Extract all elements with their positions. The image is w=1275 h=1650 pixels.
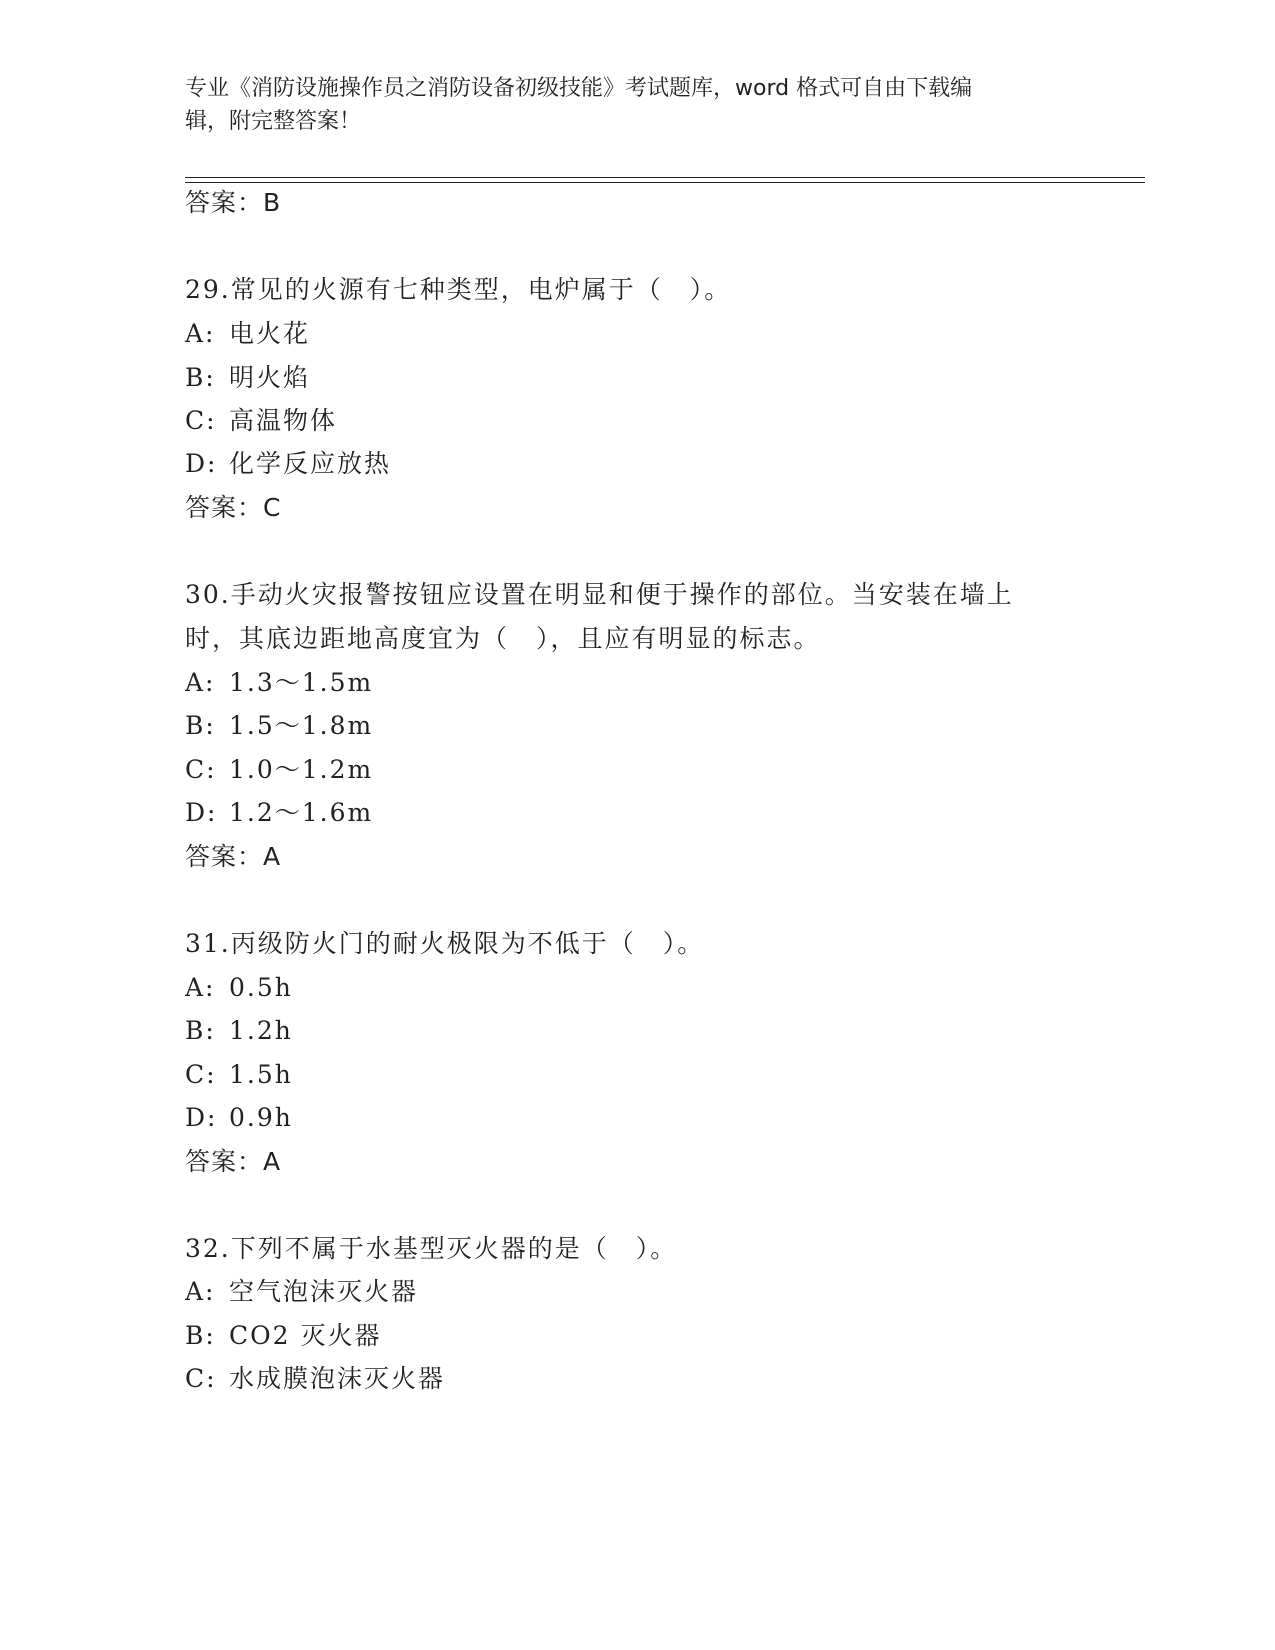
option-letter: B: — [185, 711, 216, 740]
option-text: 1.3～1.5m — [229, 668, 374, 697]
page-header — [185, 72, 1065, 138]
question-30-stem-line-2: 时，其底边距地高度宜为（ ），且应有明显的标志。 — [185, 624, 821, 653]
option-letter: A: — [185, 319, 216, 348]
header-line-2: 辑，附完整答案！ — [185, 109, 362, 134]
question-32-option-b — [185, 1321, 381, 1351]
header-divider-top — [185, 177, 1145, 178]
option-text: 1.0～1.2m — [229, 755, 374, 784]
question-31-option-a — [185, 973, 293, 1003]
question-31-option-c — [185, 1060, 293, 1090]
option-text: 1.2～1.6m — [229, 798, 374, 827]
previous-answer: 答案：B — [185, 188, 282, 217]
option-text: 1.2h — [229, 1016, 293, 1045]
option-text: 电火花 — [229, 319, 311, 348]
question-32-stem: 32.下列不属于水基型灭火器的是（ ）。 — [185, 1234, 678, 1263]
question-29-option-b — [185, 363, 310, 393]
option-text: 水成膜泡沫灭火器 — [229, 1364, 446, 1393]
option-letter: D: — [185, 798, 218, 827]
question-32-option-a — [185, 1277, 418, 1307]
header-line-1: 专业《消防设施操作员之消防设备初级技能》考试题库，word 格式可自由下载编 — [185, 76, 973, 101]
option-letter: A: — [185, 668, 216, 697]
question-30-answer: 答案：A — [185, 842, 282, 871]
question-32-option-c — [185, 1364, 445, 1394]
option-letter: B: — [185, 1321, 216, 1350]
question-30-option-c — [185, 755, 373, 785]
option-text: 化学反应放热 — [229, 449, 392, 478]
option-text: CO2 灭火器 — [229, 1321, 382, 1350]
question-29-option-d — [185, 449, 391, 479]
option-letter: C: — [185, 1364, 217, 1393]
question-29-answer: 答案：C — [185, 493, 282, 522]
option-letter: D: — [185, 1103, 218, 1132]
option-text: 高温物体 — [229, 406, 338, 435]
question-31-stem: 31.丙级防火门的耐火极限为不低于（ ）。 — [185, 929, 705, 958]
question-29-option-c — [185, 406, 337, 436]
option-letter: B: — [185, 363, 216, 392]
option-text: 明火焰 — [229, 363, 311, 392]
option-letter: C: — [185, 406, 217, 435]
option-letter: A: — [185, 973, 216, 1002]
option-letter: A: — [185, 1277, 216, 1306]
option-text: 1.5～1.8m — [229, 711, 374, 740]
question-31-option-b — [185, 1016, 293, 1046]
question-30-option-b — [185, 711, 373, 741]
option-letter: C: — [185, 1060, 217, 1089]
question-30-option-a — [185, 668, 373, 698]
option-text: 1.5h — [229, 1060, 293, 1089]
option-letter: C: — [185, 755, 217, 784]
question-29-stem: 29.常见的火源有七种类型，电炉属于（ ）。 — [185, 275, 732, 304]
question-31-answer: 答案：A — [185, 1147, 282, 1176]
option-text: 空气泡沫灭火器 — [229, 1277, 419, 1306]
question-30-stem-line-1: 30.手动火灾报警按钮应设置在明显和便于操作的部位。当安装在墙上 — [185, 580, 1014, 609]
question-30-option-d — [185, 798, 373, 828]
option-text: 0.5h — [229, 973, 293, 1002]
header-divider-bottom — [185, 182, 1145, 183]
option-text: 0.9h — [229, 1103, 293, 1132]
option-letter: D: — [185, 449, 218, 478]
option-letter: B: — [185, 1016, 216, 1045]
question-29-option-a — [185, 319, 310, 349]
question-31-option-d — [185, 1103, 293, 1133]
